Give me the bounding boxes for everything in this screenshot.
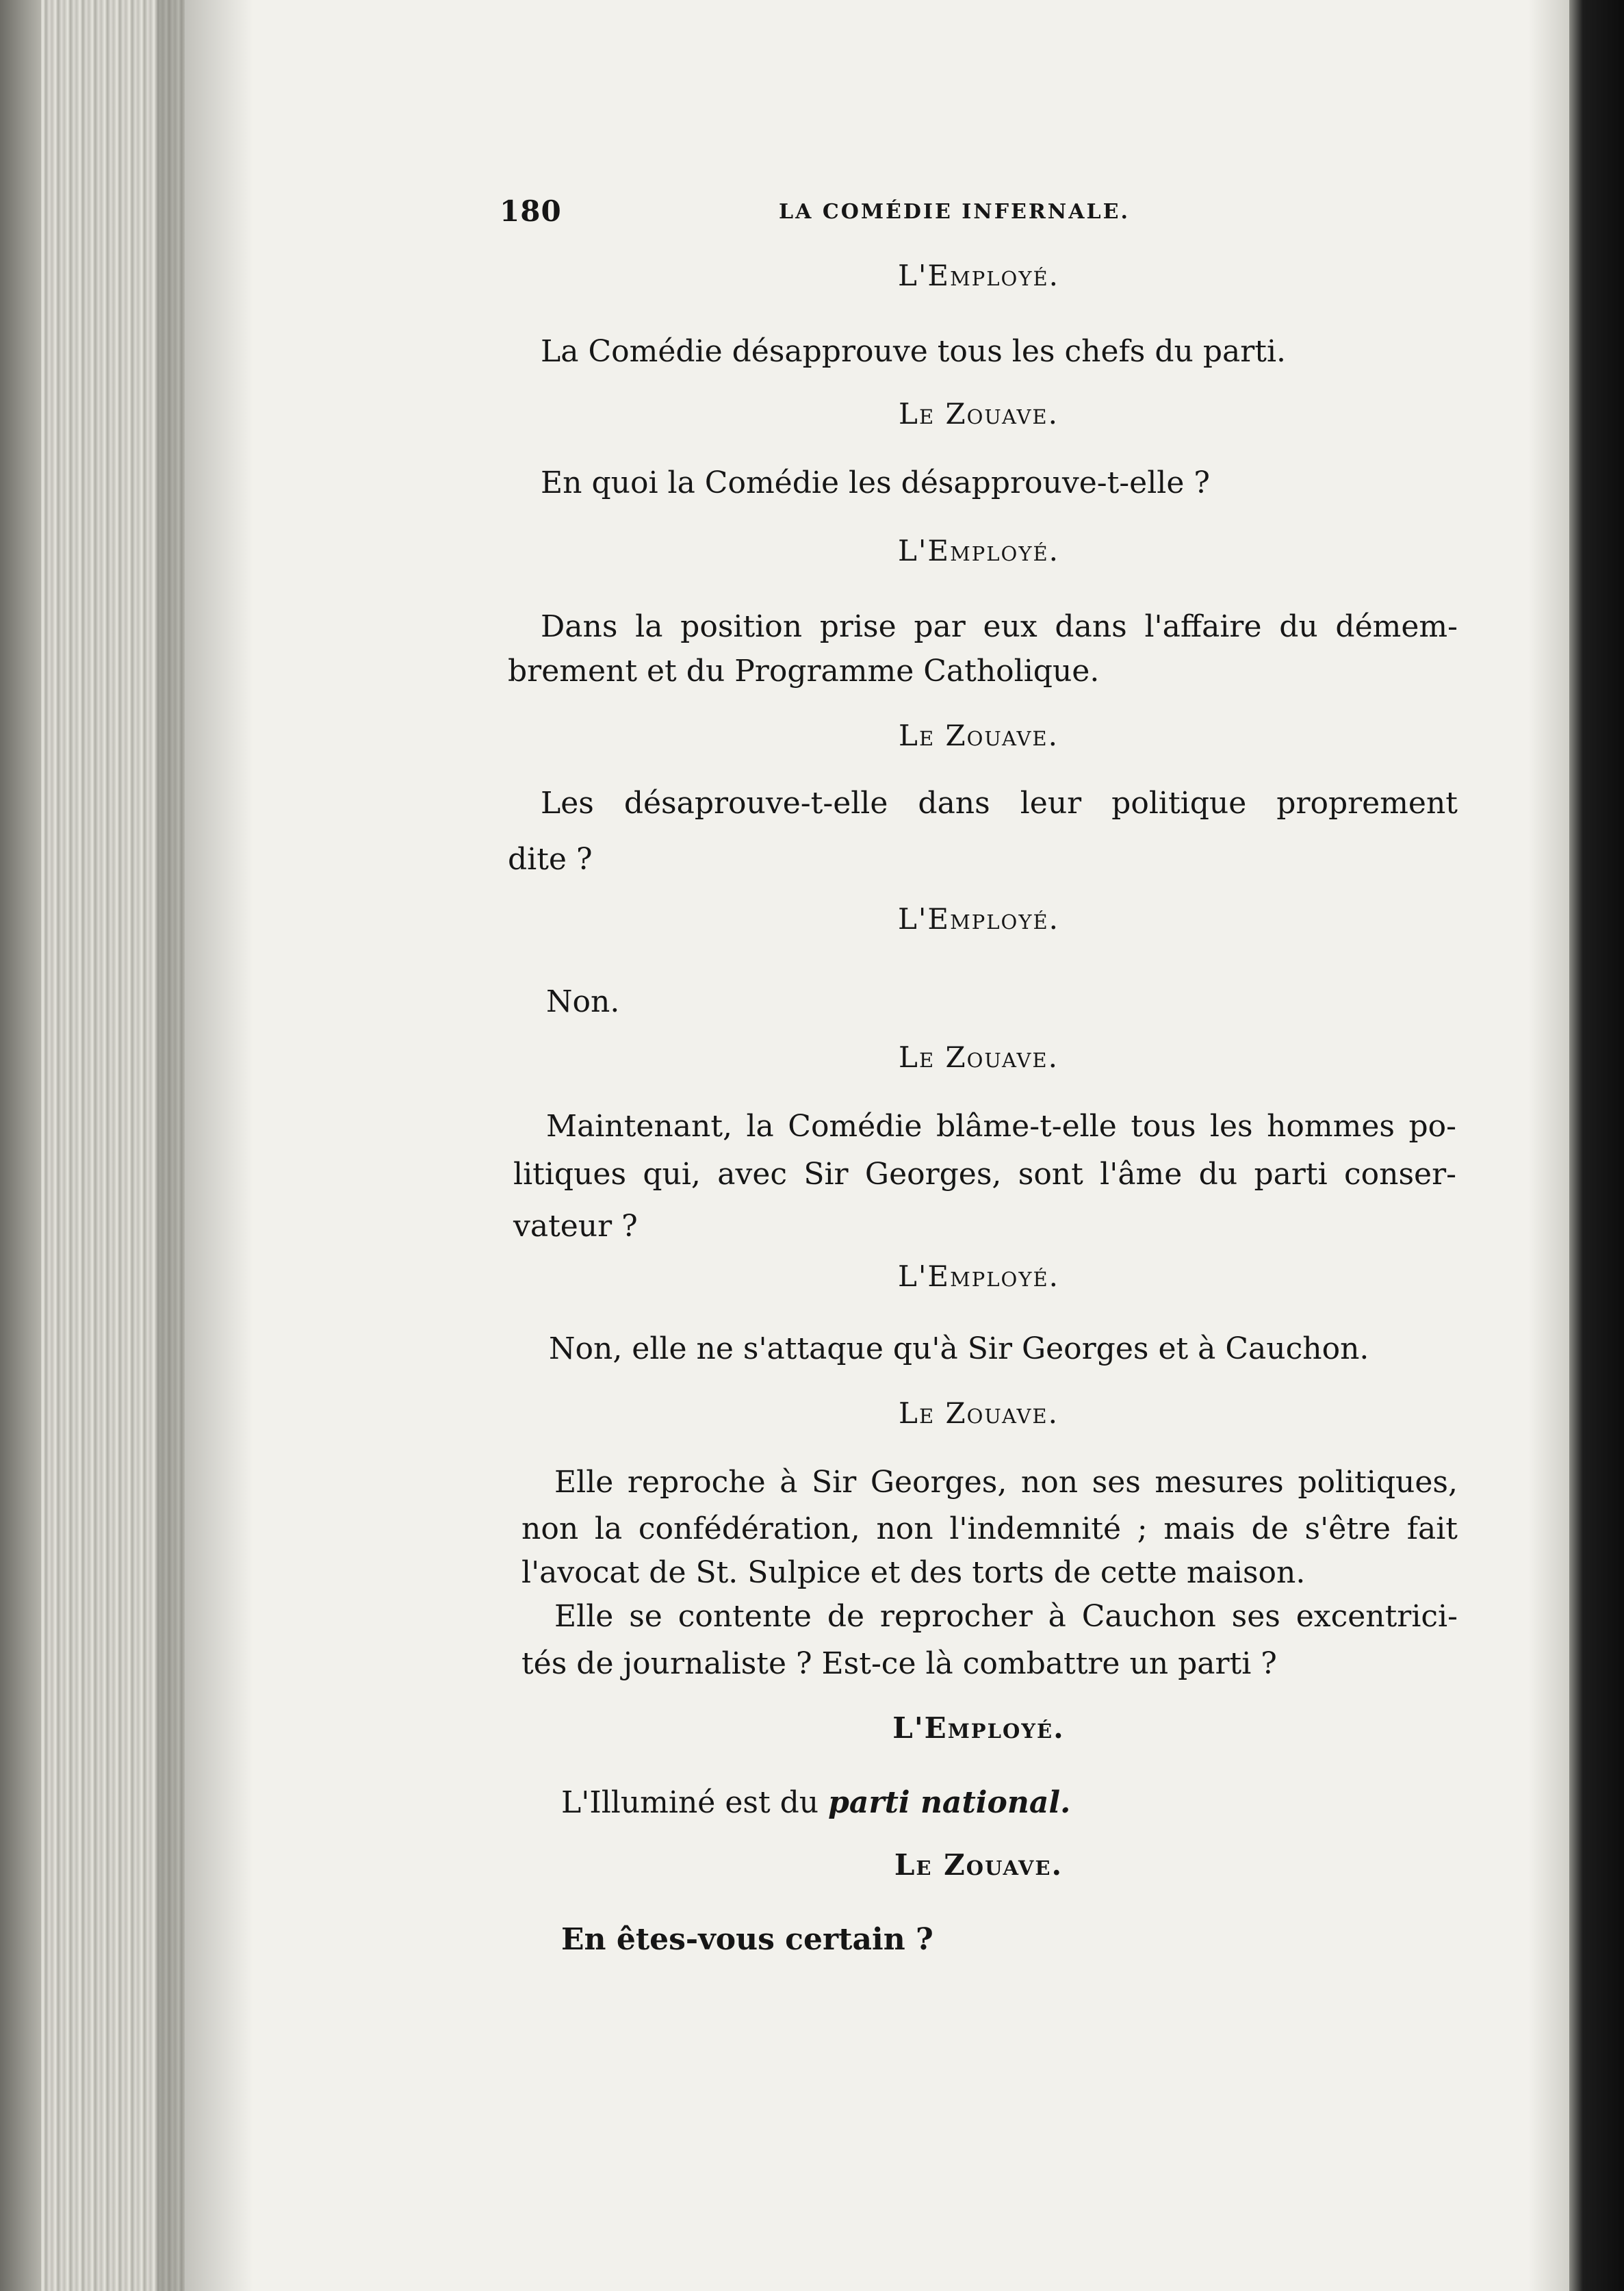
text-line: tés de journaliste ? Est-ce là combattre un parti ? bbox=[521, 1646, 1277, 1681]
speaker-label: Le Zouave. bbox=[894, 1848, 1064, 1882]
text-line: En êtes-vous certain ? bbox=[561, 1922, 933, 1957]
page-shade bbox=[157, 0, 253, 2291]
speaker-label: Le Zouave. bbox=[899, 1396, 1059, 1430]
text-line: En quoi la Comédie les désapprouve-t-elle ? bbox=[541, 465, 1210, 500]
text-line: non la confédération, non l'indemnité ; mais de s'être fait bbox=[521, 1511, 1458, 1546]
text-line: Non. bbox=[546, 984, 620, 1019]
text-line: litiques qui, avec Sir Georges, sont l'âme du parti conser- bbox=[513, 1157, 1456, 1192]
speaker-label: L'Employé. bbox=[898, 902, 1059, 936]
text-line: Elle reproche à Sir Georges, non ses mesures politiques, bbox=[554, 1465, 1458, 1500]
text-line bbox=[561, 1785, 1070, 1820]
text-line: Elle se contente de reprocher à Cauchon ses excentrici- bbox=[554, 1599, 1458, 1634]
page-edge-shadow bbox=[0, 0, 41, 2291]
speaker-label: L'Employé. bbox=[898, 534, 1059, 567]
speaker-label: Le Zouave. bbox=[899, 1040, 1059, 1074]
page-body bbox=[493, 0, 1465, 2291]
speaker-label: Le Zouave. bbox=[899, 719, 1059, 752]
speaker-label: L'Employé. bbox=[898, 259, 1059, 292]
text-line: l'avocat de St. Sulpice et des torts de cette maison. bbox=[521, 1555, 1306, 1590]
book-gutter bbox=[1569, 0, 1624, 2291]
speaker-label: Le Zouave. bbox=[899, 397, 1059, 431]
text-line: Maintenant, la Comédie blâme-t-elle tous les hommes po- bbox=[546, 1109, 1456, 1144]
speaker-label: L'Employé. bbox=[892, 1711, 1065, 1745]
text-line: dite ? bbox=[508, 842, 593, 877]
text-line: La Comédie désapprouve tous les chefs du parti. bbox=[541, 334, 1286, 369]
text-line: Non, elle ne s'attaque qu'à Sir Georges et à Cauchon. bbox=[549, 1331, 1369, 1366]
running-head bbox=[493, 194, 1465, 235]
text-line: vateur ? bbox=[513, 1209, 638, 1244]
text-segment: L'Illuminé est du bbox=[561, 1785, 829, 1820]
text-line: brement et du Programme Catholique. bbox=[508, 654, 1100, 689]
page-number: 180 bbox=[500, 194, 562, 228]
gutter-shade bbox=[1528, 0, 1569, 2291]
italic-text: parti national. bbox=[828, 1785, 1071, 1820]
text-line: Les désaprouve-t-elle dans leur politique proprement bbox=[541, 786, 1458, 821]
text-line: Dans la position prise par eux dans l'affaire du démem- bbox=[541, 609, 1458, 644]
running-title: LA COMÉDIE INFERNALE. bbox=[779, 200, 1130, 224]
speaker-label: L'Employé. bbox=[898, 1259, 1059, 1293]
